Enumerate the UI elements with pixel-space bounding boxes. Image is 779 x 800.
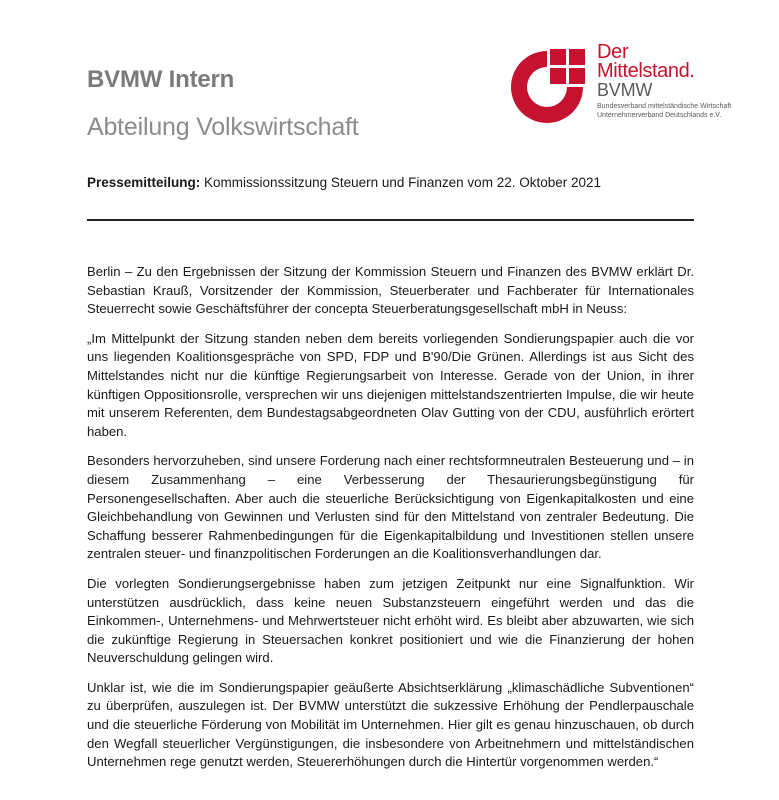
press-release-subject: Kommissionssitzung Steuern und Finanzen vom 22. Oktober 2021 bbox=[204, 175, 602, 190]
paragraph-quote-3: Die vorlegten Sondierungsergebnisse haben zum jetzigen Zeitpunkt nur eine Signalfunktion. Wir unterstützen ausdrücklich, dass keine neuen Substanzsteuern eingeführt werden und das die Einkommen-, Unternehmens- und Mehrwertsteuer nicht erhöht wird. Es bleibt aber abzuwarten, wie sich die zukünftige Regierung in Steuersachen konkret positioniert und wie die Finanzierung der hohen Neuverschuldung gelingen wird. bbox=[87, 575, 694, 666]
bvmw-logo-icon bbox=[503, 43, 591, 131]
department-name: Abteilung Volkswirtschaft bbox=[87, 113, 359, 141]
logo-line-der: Der bbox=[597, 41, 629, 63]
paragraph-quote-2: Besonders hervorzuheben, sind unsere Forderung nach einer rechtsformneutralen Besteuerung und – in diesem Zusammenhang – eine Verbesserung der Thesaurierungsbegünstigung für Personengesellschaften. Aber auch die steuerliche Berücksichtigung von Eigenkapitalkosten und eine Gleichbehandlung von Gewinnen und Verlusten sind für den Mittelstand von zentraler Bedeutung. Die Schaffung besserer Rahmenbedingungen für die Eigenkapitalbildung und Investitionen stellen unsere zentralen steuer- und finanzpolitischen Forderungen an die Koalitionsverhandlungen dar. bbox=[87, 453, 694, 562]
press-release-body bbox=[87, 263, 694, 783]
logo-line-mittelstand: Mittelstand. bbox=[597, 60, 695, 82]
logo-wordmark bbox=[597, 43, 731, 120]
press-release-line bbox=[87, 175, 601, 190]
document-title: BVMW Intern bbox=[87, 66, 235, 93]
logo-line-bvmw: BVMW bbox=[597, 80, 653, 100]
paragraph-quote-1: „Im Mittelpunkt der Sitzung standen neben dem bereits vorliegenden Sondierungspapier auch die vor uns liegenden Koalitionsgespräche von SPD, FDP und B'90/Die Grünen. Allerdings ist aus Sicht des Mittelstandes nicht nur die künftige Regierungsarbeit von Interesse. Gerade von der Union, in ihrer künftigen Oppositionsrolle, versprechen wir uns diejenigen mittelstandszentrierten Impulse, die wir heute mit unserem Referenten, dem Bundestagsabgeordneten Olav Gutting von der CDU, ausführlich erörtert haben. bbox=[87, 330, 694, 439]
press-release-label: Pressemitteilung: bbox=[87, 175, 201, 190]
paragraph-quote-4: Unklar ist, wie die im Sondierungspapier geäußerte Absichtserklärung „klimaschädliche Subventionen“ zu überprüfen, auszulegen ist. Der BVMW unterstützt die sukzessive Erhöhung der Pendlerpauschale und die steuerliche Förderung von Mobilität im Unternehmen. Hier gilt es genau hinzuschauen, ob durch den Wegfall steuerlicher Vergünstigungen, die insbesondere von Arbeitnehmern und mittelständischen Unternehmen rege genutzt werden, Steuererhöhungen durch die Hintertür vorgenommen werden.“ bbox=[87, 679, 694, 770]
paragraph-intro: Berlin – Zu den Ergebnissen der Sitzung der Kommission Steuern und Finanzen des BVMW erklärt Dr. Sebastian Krauß, Vorsitzender der Kommission, Steuerberater und Fachberater für Internationales Steuerrecht sowie Geschäftsführer der concepta Steuerberatungsgesellschaft mbH in Neuss: bbox=[87, 264, 694, 317]
header-divider bbox=[87, 219, 694, 221]
logo-subtitle-1: Bundesverband mittelständische Wirtschaft bbox=[597, 103, 732, 110]
bvmw-logo bbox=[503, 43, 743, 143]
logo-subtitle-2: Unternehmerverband Deutschlands e.V. bbox=[597, 112, 722, 119]
